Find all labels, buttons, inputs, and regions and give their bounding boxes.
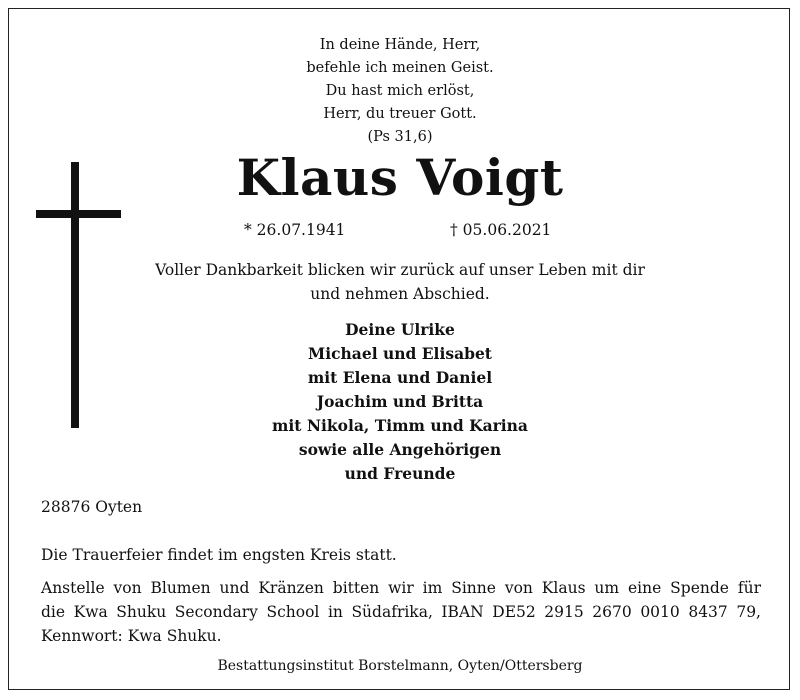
mourner-line: mit Nikola, Timm und Karina bbox=[272, 416, 528, 435]
gratitude-text bbox=[0, 258, 800, 306]
psalm-verse bbox=[0, 34, 800, 149]
mourner-line: Joachim und Britta bbox=[316, 392, 484, 411]
donation-line: die Kwa Shuku Secondary School in Südafrika, IBAN DE52 2915 2670 0010 8437 79, bbox=[41, 603, 761, 621]
cross-horizontal-bar bbox=[36, 210, 121, 218]
psalm-reference: (Ps 31,6) bbox=[367, 129, 433, 145]
donation-line: Anstelle von Blumen und Kränzen bitten wir im Sinne von Klaus um eine Spende für bbox=[41, 579, 761, 597]
mourner-line: sowie alle Angehörigen bbox=[298, 440, 502, 459]
deceased-name: Klaus Voigt bbox=[236, 148, 564, 207]
psalm-line: In deine Hände, Herr, bbox=[319, 37, 481, 53]
donation-line: Kennwort: Kwa Shuku. bbox=[41, 627, 222, 645]
mourners-list bbox=[0, 318, 800, 486]
place-line: 28876 Oyten bbox=[41, 498, 143, 516]
psalm-line: Du hast mich erlöst, bbox=[325, 83, 475, 99]
gratitude-line: Voller Dankbarkeit blicken wir zurück auf unser Leben mit dir bbox=[155, 261, 645, 279]
donation-request bbox=[41, 576, 761, 648]
mourner-line: Michael und Elisabet bbox=[308, 344, 492, 363]
birth-date: * 26.07.1941 bbox=[244, 221, 346, 239]
mourner-line: mit Elena und Daniel bbox=[307, 368, 493, 387]
gratitude-line: und nehmen Abschied. bbox=[310, 285, 490, 303]
psalm-line: Herr, du treuer Gott. bbox=[323, 106, 477, 122]
death-date: † 05.06.2021 bbox=[450, 221, 552, 239]
funeral-home-footer: Bestattungsinstitut Borstelmann, Oyten/Ottersberg bbox=[217, 658, 583, 674]
funeral-note: Die Trauerfeier findet im engsten Kreis statt. bbox=[41, 546, 397, 564]
psalm-line: befehle ich meinen Geist. bbox=[306, 60, 494, 76]
mourner-line: und Freunde bbox=[344, 464, 456, 483]
mourner-line: Deine Ulrike bbox=[345, 320, 455, 339]
